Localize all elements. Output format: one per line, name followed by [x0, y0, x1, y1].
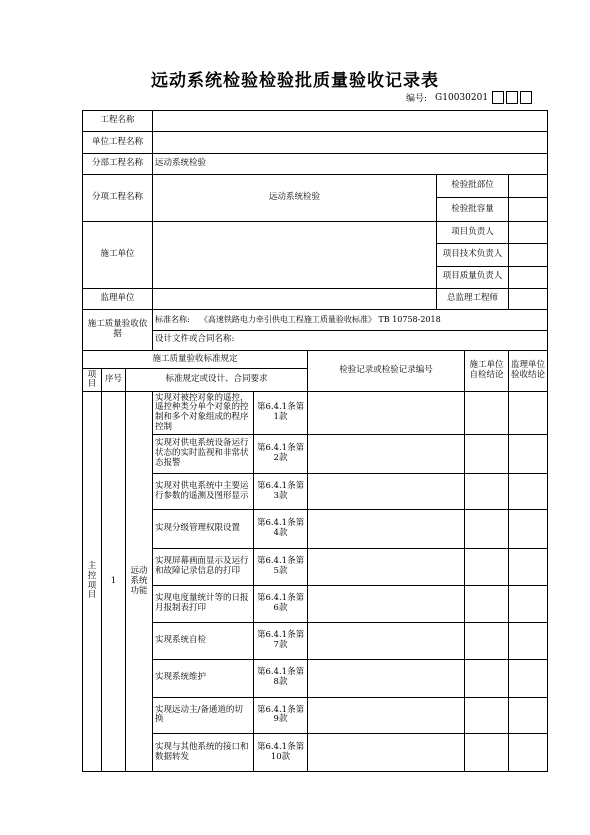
- constructor-result-cell[interactable]: [465, 697, 509, 734]
- clause-ref: 第6.4.1条第3款: [254, 473, 308, 510]
- clause-ref: 第6.4.1条第10款: [254, 734, 308, 772]
- form-code: [406, 91, 532, 104]
- quality-leader-field[interactable]: [509, 266, 548, 288]
- project-leader-field[interactable]: [509, 221, 548, 243]
- batch-capacity-field[interactable]: [509, 198, 548, 221]
- constructor-result-cell[interactable]: [465, 549, 509, 586]
- standard-name-value: 《高速铁路电力牵引供电工程施工质量验收标准》 TB 10758-2018: [199, 315, 441, 325]
- clause-ref: 第6.4.1条第8款: [254, 659, 308, 697]
- main-item-category: 主控项目: [83, 392, 102, 772]
- supervisor-result-cell[interactable]: [509, 734, 548, 772]
- unit-project-field[interactable]: [153, 132, 548, 153]
- clause-ref: 第6.4.1条第1款: [254, 392, 308, 435]
- batch-part-field[interactable]: [509, 175, 548, 198]
- requirement-text: 实现系统维护: [153, 659, 254, 697]
- constructor-label: 施工单位: [83, 221, 153, 288]
- item-header: 项目: [83, 369, 102, 392]
- division-field[interactable]: 远动系统检验: [153, 153, 548, 174]
- supervisor-result-cell[interactable]: [509, 623, 548, 660]
- chief-supervisor-field[interactable]: [509, 288, 548, 309]
- code-box[interactable]: [506, 91, 518, 104]
- constructor-result-cell[interactable]: [465, 473, 509, 510]
- requirement-text: 实现电度量统计等的日报月报制表打印: [153, 585, 254, 623]
- project-name-field[interactable]: [153, 111, 548, 132]
- constructor-result-header: 施工单位自检结论: [465, 351, 509, 392]
- subitem-field[interactable]: 远动系统检验: [153, 175, 437, 222]
- record-cell[interactable]: [308, 549, 465, 586]
- record-header: 检验记录或检验记录编号: [308, 351, 465, 392]
- standard-name-label: 标准名称:: [155, 315, 190, 325]
- chief-supervisor-label: 总监理工程师: [437, 288, 509, 309]
- record-cell[interactable]: [308, 659, 465, 697]
- clause-ref: 第6.4.1条第5款: [254, 549, 308, 586]
- clause-ref: 第6.4.1条第2款: [254, 435, 308, 474]
- constructor-result-cell[interactable]: [465, 585, 509, 623]
- tech-leader-field[interactable]: [509, 244, 548, 266]
- requirements-header: 标准规定或设计、合同要求: [126, 369, 308, 392]
- supervisor-result-cell[interactable]: [509, 697, 548, 734]
- record-cell[interactable]: [308, 623, 465, 660]
- record-cell[interactable]: [308, 697, 465, 734]
- constructor-result-cell[interactable]: [465, 510, 509, 549]
- quality-leader-label: 项目质量负责人: [437, 266, 509, 288]
- supervisor-result-cell[interactable]: [509, 659, 548, 697]
- record-cell[interactable]: [308, 734, 465, 772]
- requirement-text: 实现分级管理权限设置: [153, 510, 254, 549]
- constructor-field[interactable]: [153, 221, 437, 288]
- design-docs-field[interactable]: 设计文件或合同名称:: [153, 330, 548, 350]
- requirement-text: 实现对供电系统中主要运行参数的遥测及图形显示: [153, 473, 254, 510]
- constructor-result-cell[interactable]: [465, 623, 509, 660]
- code-box[interactable]: [520, 91, 532, 104]
- supervisor-field[interactable]: [153, 288, 437, 309]
- clause-ref: 第6.4.1条第9款: [254, 697, 308, 734]
- inspection-form-table: [82, 110, 548, 772]
- supervisor-result-cell[interactable]: [509, 549, 548, 586]
- supervisor-label: 监理单位: [83, 288, 153, 309]
- main-item-seq: 1: [102, 392, 126, 772]
- code-label: 编号:: [406, 94, 428, 104]
- record-cell[interactable]: [308, 435, 465, 474]
- batch-part-label: 检验批部位: [437, 175, 509, 198]
- requirement-text: 实现远动主/备通道的切换: [153, 697, 254, 734]
- record-cell[interactable]: [308, 585, 465, 623]
- requirement-text: 实现对被控对象的遥控，遥控种类分单个对象的控制和多个对象组成的程序控制: [153, 392, 254, 435]
- requirement-text: 实现与其他系统的接口和数据转发: [153, 734, 254, 772]
- supervisor-result-cell[interactable]: [509, 473, 548, 510]
- page-title: 远动系统检验检验批质量验收记录表: [151, 71, 439, 91]
- constructor-result-cell[interactable]: [465, 659, 509, 697]
- record-cell[interactable]: [308, 473, 465, 510]
- constructor-result-cell[interactable]: [465, 435, 509, 474]
- project-leader-label: 项目负责人: [437, 221, 509, 243]
- supervisor-result-cell[interactable]: [509, 435, 548, 474]
- code-box[interactable]: [492, 91, 504, 104]
- basis-label: 施工质量验收依据: [83, 310, 153, 351]
- seq-header: 序号: [102, 369, 126, 392]
- project-name-label: 工程名称: [83, 111, 153, 132]
- standard-name-field[interactable]: [153, 310, 548, 330]
- code-value: G10030201: [435, 92, 489, 103]
- supervisor-result-cell[interactable]: [509, 585, 548, 623]
- constructor-result-cell[interactable]: [465, 392, 509, 435]
- subitem-label: 分项工程名称: [83, 175, 153, 222]
- clause-ref: 第6.4.1条第7款: [254, 623, 308, 660]
- supervisor-result-cell[interactable]: [509, 392, 548, 435]
- main-item-name: 远动系统功能: [126, 392, 153, 772]
- tech-leader-label: 项目技术负责人: [437, 244, 509, 266]
- division-label: 分部工程名称: [83, 153, 153, 174]
- requirement-text: 实现屏幕画面显示及运行和故障记录信息的打印: [153, 549, 254, 586]
- spec-header: 施工质量验收标准规定: [83, 351, 308, 369]
- clause-ref: 第6.4.1条第6款: [254, 585, 308, 623]
- requirement-text: 实现对供电系统设备运行状态的实时监视和非常状态报警: [153, 435, 254, 474]
- batch-capacity-label: 检验批容量: [437, 198, 509, 221]
- clause-ref: 第6.4.1条第4款: [254, 510, 308, 549]
- requirement-text: 实现系统自检: [153, 623, 254, 660]
- supervisor-result-header: 监理单位验收结论: [509, 351, 548, 392]
- record-cell[interactable]: [308, 392, 465, 435]
- record-cell[interactable]: [308, 510, 465, 549]
- constructor-result-cell[interactable]: [465, 734, 509, 772]
- unit-project-label: 单位工程名称: [83, 132, 153, 153]
- supervisor-result-cell[interactable]: [509, 510, 548, 549]
